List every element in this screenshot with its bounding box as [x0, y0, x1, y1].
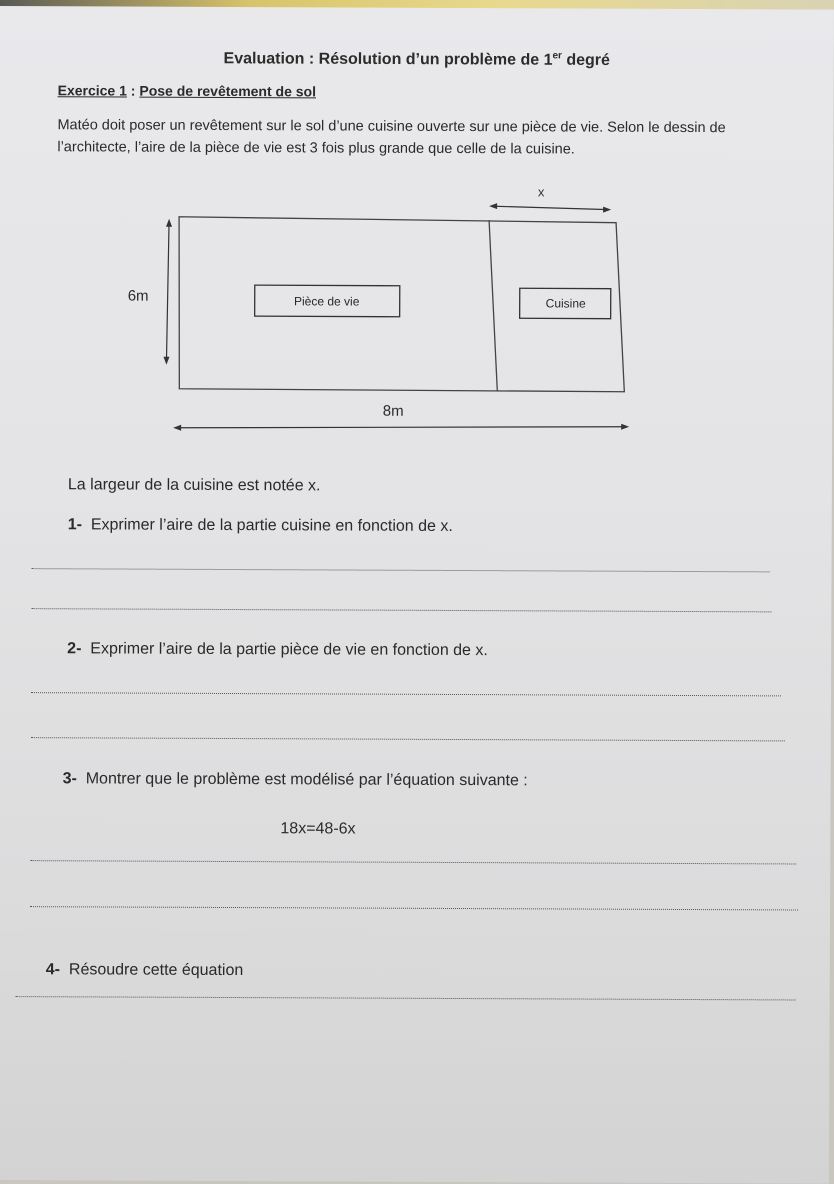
height-arrow-bottom-head	[163, 357, 169, 365]
width-arrow-left-head	[173, 425, 181, 431]
worksheet-page	[0, 6, 834, 1184]
height-dimension-arrow	[166, 222, 169, 362]
kitchen-divider	[488, 220, 498, 391]
question-3	[63, 770, 528, 790]
answer-line[interactable]	[30, 906, 798, 910]
statement-text: La largeur de la cuisine est notée x.	[67, 476, 321, 495]
answer-line[interactable]	[31, 692, 781, 696]
answer-line[interactable]	[31, 608, 771, 612]
x-dimension-arrow	[491, 206, 609, 210]
question-2	[67, 640, 488, 660]
question-2-number: 2-	[67, 640, 82, 658]
equation: 18x=48-6x	[280, 820, 356, 838]
floor-plan-diagram	[0, 176, 833, 450]
room-label: Pièce de vie	[293, 294, 360, 309]
width-label: 8m	[382, 402, 404, 420]
question-3-text: Montrer que le problème est modélisé par l’équation suivante :	[85, 770, 528, 790]
question-1	[68, 516, 453, 536]
width-dimension-arrow	[176, 425, 626, 430]
exercise-label: Exercice 1	[57, 82, 127, 99]
question-1-text: Exprimer l’aire de la partie cuisine en fonction de x.	[90, 516, 453, 535]
answer-line[interactable]	[16, 996, 796, 1000]
exercise-title: Exercice 1 : Pose de revêtement de sol	[57, 82, 317, 100]
width-arrow-right-head	[621, 424, 629, 430]
question-3-number: 3-	[62, 770, 77, 788]
answer-line[interactable]	[30, 860, 796, 864]
question-4-number: 4-	[45, 961, 61, 979]
question-4	[46, 961, 244, 980]
question-1-number: 1-	[67, 516, 83, 534]
answer-line[interactable]	[31, 737, 785, 741]
question-4-text: Résoudre cette équation	[68, 961, 244, 980]
height-arrow-top-head	[166, 219, 172, 227]
kitchen-label: Cuisine	[545, 296, 586, 311]
question-2-text: Exprimer l’aire de la partie pièce de vie en fonction de x.	[90, 640, 488, 660]
x-arrow-right-head	[603, 207, 611, 213]
x-dimension-label: x	[537, 184, 545, 200]
exercise-name: Pose de revêtement de sol	[139, 82, 317, 100]
x-arrow-left-head	[489, 203, 497, 209]
page-title: Evaluation : Résolution d’un problème de 1er degré	[223, 50, 610, 69]
intro-paragraph: Matéo doit poser un revêtement sur le sol d’une cuisine ouverte sur une pièce de vie. Selon le dessin de l’architecte, l’aire de la pièce de vie est 3 fois plus grande que celle de la cuisine.	[57, 117, 726, 158]
answer-line[interactable]	[32, 568, 770, 572]
height-label: 6m	[127, 287, 149, 305]
